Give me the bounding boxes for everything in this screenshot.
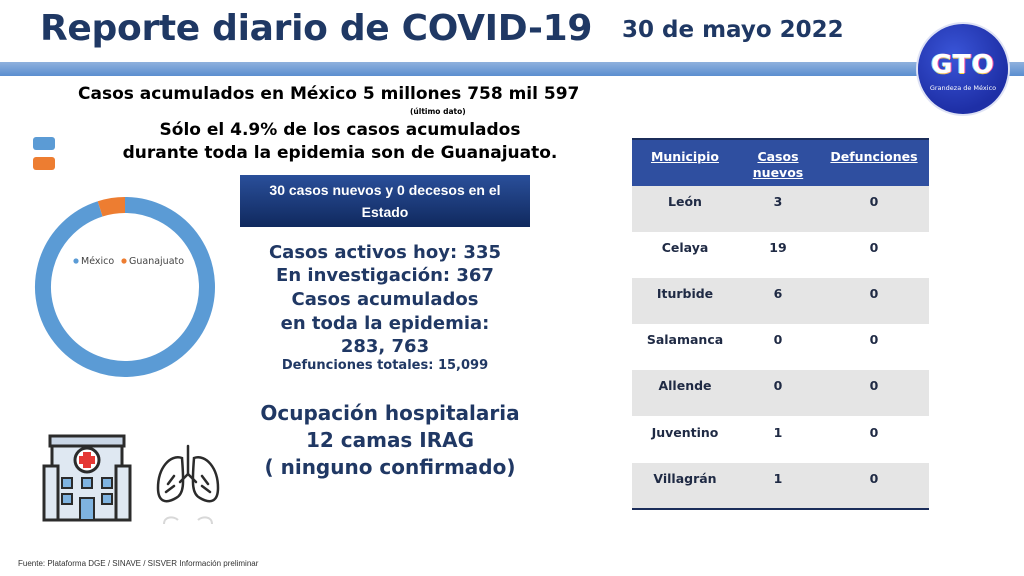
donut-chart [30,192,220,382]
legend-swatch-guanajuato [33,157,55,170]
cell-municipio: Iturbide [656,286,714,302]
table-row [632,324,929,370]
gto-logo [918,24,1008,114]
page-title: Reporte diario de COVID-19 [40,8,593,49]
acumulados-label1: Casos acumulados [291,289,479,310]
slice-guanajuato [100,205,125,209]
legend-dot-1 [121,258,126,263]
legend-label: Guanajuato [129,256,185,267]
cell-municipio: Allende [658,378,712,394]
defunciones-totales: Defunciones totales: 15,099 [281,358,489,373]
cell-defunciones: 0 [869,194,879,209]
legend-label: México [81,256,115,267]
ultimo-dato-note: (último dato) [410,107,466,116]
cell-casos-nuevos: 0 [773,332,783,348]
table-row [632,417,929,463]
table-header [632,138,929,188]
cell-municipio: Celaya [661,240,709,256]
footer-source: Fuente: Plataforma DGE / SINAVE / SISVER Información preliminar [18,559,259,568]
porcentaje-line1: Sólo el 4.9% de los casos acumulados [159,120,521,140]
header-casos-nuevos: Casos nuevos [752,149,804,180]
municipios-table [632,138,929,512]
header-band [0,62,1024,76]
cell-defunciones: 0 [869,470,879,486]
cell-defunciones: 0 [869,332,879,348]
cell-defunciones: 0 [869,424,879,440]
table-row [632,370,929,416]
logo-subtitle: Grandeza de México [929,84,997,92]
en-investigacion: En investigación: 367 [276,265,494,286]
porcentaje-line2: durante toda la epidemia son de Guanajuato. [122,143,558,163]
cell-casos-nuevos: 19 [769,240,787,256]
cell-municipio: Villagrán [653,470,717,486]
cell-casos-nuevos: 6 [773,286,783,302]
acumulados-number: 283, 763 [340,336,430,357]
acumulados-label2: en toda la epidemia: [280,313,490,334]
cell-casos-nuevos: 3 [773,194,783,209]
acumulados-mexico: Casos acumulados en México 5 millones 758 mil 597 [78,84,580,104]
header-municipio: Municipio [650,149,720,164]
ocupacion-line1: Ocupación hospitalaria [260,401,520,425]
casos-activos: Casos activos hoy: 335 [268,242,502,263]
slice-mxico [43,205,207,369]
table-bottom-rule [632,508,929,510]
ocupacion-line3: ( ninguno confirmado) [264,455,516,479]
table-row [632,186,929,232]
header-defunciones: Defunciones [830,149,918,164]
cell-municipio: Juventino [651,424,719,440]
cell-municipio: León [668,194,702,209]
nuevos-line2: Estado [361,204,409,220]
table-row [632,463,929,509]
cell-municipio: Salamanca [646,332,724,348]
ocupacion-line2: 12 camas IRAG [305,428,475,452]
table-row [632,232,929,278]
cell-defunciones: 0 [869,286,879,302]
table-row [632,278,929,324]
nuevos-line1: 30 casos nuevos y 0 decesos en el [269,182,501,198]
cell-casos-nuevos: 1 [773,470,783,486]
hospital-icon [40,430,135,525]
logo-text: GTO [931,50,995,80]
cell-casos-nuevos: 0 [773,378,783,394]
cell-defunciones: 0 [869,378,879,394]
legend-swatch-mexico [33,137,55,150]
report-date: 30 de mayo 2022 [622,17,844,43]
cell-casos-nuevos: 1 [773,424,783,440]
cell-defunciones: 0 [869,240,879,256]
nuevos-banner [240,175,530,227]
lungs-icon [152,440,224,528]
legend-dot-0 [73,258,78,263]
